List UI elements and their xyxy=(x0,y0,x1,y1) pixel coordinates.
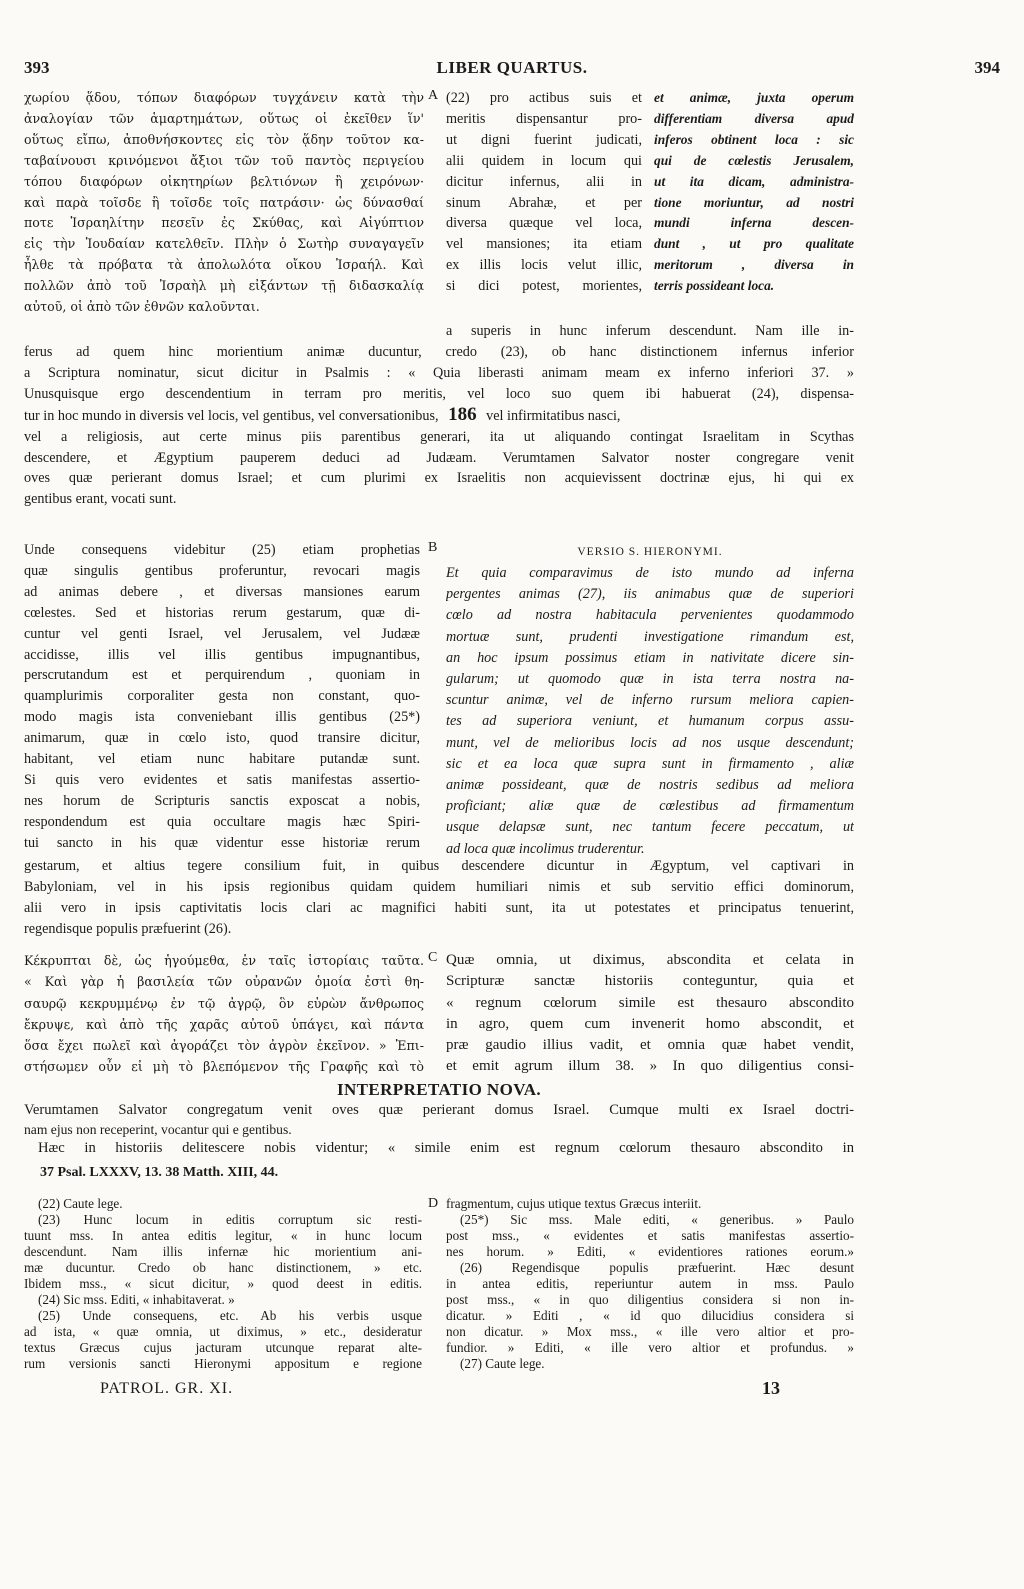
interpretatio-heading: INTERPRETATIO NOVA. xyxy=(336,1080,542,1099)
section-marker-a: A xyxy=(428,88,439,103)
jerome-column-a: et animæ, juxta operum differentiam diversa apud inferos obtinent loca : sic qui de cœlestis Jerusalem, ut ita dicam, administra- tione moriuntur, ad nostri mundi inferna descen- dunt , ut pro qualitate meritorum , diversa in terris possideant loca. xyxy=(654,90,854,294)
interpretatio-text: Verumtamen Salvator congregatum venit oves quæ perierant domus Israel. Cumque multi ex Israel doctri- nam ejus non receperint, vocantur qui e gentibus. Hæc in historiis delitescere nobis videntur; « simile enim est regnum cœlorum thesauro abscondito in xyxy=(24,1102,854,1156)
scripture-references: 37 Psal. LXXXV, 13. 38 Matth. XIII, 44. xyxy=(40,1165,279,1180)
versio-heading: VERSIO S. HIERONYMI. xyxy=(577,546,723,558)
left-page-number: 393 xyxy=(24,58,50,77)
marginal-page-number: 186 xyxy=(448,404,477,425)
latin-column-a: (22) pro actibus suis et meritis dispensantur pro- ut digni fuerint judicati, alii quidem in locum qui dicitur infernus, alii in sinum Abrahæ, et per diversa quæque vel loca, vel mansiones; ita etiam ex illis locis velut illic, si dici potest, morientes, xyxy=(446,90,642,295)
bridging-line: a superis in hunc inferum descendunt. Nam ille in- xyxy=(446,323,854,339)
latin-column-b: Unde consequens videbitur (25) etiam prophetias quæ singulis gentibus proferuntur, revocari magis ad animas debere , et diversas mansiones earum cœlestes. Sed et historias rerum gestarum, quæ di- cuntur vel genti Israel, vel Jerusalem, vel Judææ accidisse, illis vel illis gentibus impugnantibus, perscrutandum est et perquirendum , quoniam in quamplurimis corporaliter gesta non constant, quo- modo magis ista conveniebant illis gentibus (25*) animarum, quæ in cœlo isto, quod transire dicitur, habitant, vel etiam nunc habitare putandæ sunt. Si quis vero evidentes et satis manifestas assertio- nes horum de Scripturis sanctis exposcat a nobis, respondendum est quia occultare magis hæc Spiri- tui sancto in his quæ videntur esse historiæ rerum xyxy=(24,542,420,851)
greek-column-c: Κέκρυπται δὲ, ὡς ἡγούμεθα, ἐν ταῖς ἱστορίαις ταῦτα. « Καὶ γὰρ ἡ βασιλεία τῶν οὐρανῶν ὁμοία ἐστὶ θη- σαυρῷ κεκρυμμένῳ ἐν τῷ ἀγρῷ, ὃν εὑρὼν ἄνθρωπος ἔκρυψε, καὶ ἀπὸ τῆς χαρᾶς αὐτοῦ ὑπάγει, καὶ πάντα ὅσα ἔχει πωλεῖ καὶ ἀγοράζει τὸν ἀγρὸν ἐκεῖνον. » Ἐπι- στήσωμεν οὖν εἰ μὴ τὸ βλεπόμενον τῆς Γραφῆς καὶ τὸ xyxy=(24,953,424,1075)
book-title: LIBER QUARTUS. xyxy=(436,58,588,77)
latin-column-c: Quæ omnia, ut diximus, abscondita et celata in Scripturæ sanctæ historiis conteguntur, quia et « regnum cœlorum simile est thesauro abscondito in agro, quem cum invenerit homo abscondit, et præ gaudio illius vadit, et omnia quæ habet vendit, et emit agrum illum 38. » In quo diligentius consi- xyxy=(446,952,854,1075)
right-page-number: 394 xyxy=(974,58,1000,77)
footnotes-left: (22) Caute lege. (23) Hunc locum in editis corruptum sic resti- tuunt mss. In antea editis legitur, « in hunc locum descendunt. Nam illis infernæ hic morientium ani- mæ ducuntur. Credo ob hanc distinctionem, » etc. Ibidem mss., « sicut dicitur, » quod deest in editis. (24) Sic mss. Editi, « inhabitaverat. » (25) Unde consequens, etc. Ab his verbis usque ad ista, « quæ omnia, ut diximus, » etc., desideratur textus Græcus cujus jacturam utcunque reparat alte- rum versionis sancti Hieronymi appositum e regione xyxy=(24,1196,422,1371)
full-width-paragraph-a: ferus ad quem hinc morientium animæ ducuntur, credo (23), ob hanc distinctionem infernus inferior a Scriptura nominatur, sicut dicitur in Psalmis : « Quia liberasti animam meam ex inferno inferiori 37. » Unusquisque ergo descendentium in terram pro meritis, vel loco suo quem ibi habuerat (24), dispensa- tur in hoc mundo in diversis vel locis, vel gentibus, vel conversationibus, 186 vel infirmitatibus nasci, vel a religiosis, aut certe minus piis parentibus generari, ita ut aliquando contingat Israelitam in Scythas descendere, et Ægyptium pauperem deduci ad Judæam. Verumtamen Salvator noster congregare venit oves quæ perierant domus Israel; et cum plurimi ex Israelitis non acquievissent doctrinæ ejus, hi qui ex gentibus erant, vocati sunt. xyxy=(24,344,854,508)
jerome-column-b: Et quia comparavimus de isto mundo ad inferna pergentes animas (27), iis animabus quæ de superiori cœlo ad nostra habitacula pervenientes quodammodo mortuæ sunt, prudenti investigatione rimandum est, an hoc ipsum possimus etiam in nativitate dicere sin- gularum; ut quomodo quæ in ista terra nostra na- scuntur animæ, vel de inferno rursum meliora capien- tes ad superiora veniunt, et humanum corpus assu- munt, vel de melioribus locis ad nos usque descendunt; sic et ea loca quæ supra sunt in firmamento , aliæ animæ possideant, quæ de nostris sedibus ad meliora proficiant; aliæ quæ de cœlestibus ad firmamentum usque delapsæ sunt, nec tantum fecere peccatum, ut ad loca quæ incolimus truderentur. xyxy=(446,565,854,857)
footnotes-right: fragmentum, cujus utique textus Græcus interiit. (25*) Sic mss. Male editi, « generibus. » Paulo post mss., « evidentes et satis manifestas assertio- nes horum. » Editi, « evidentiores rationes eorum.» (26) Regendisque populis præfuerint. Hæc desunt in antea editis, reperiuntur autem in mss. Paulo post mss., « in quo diligentius considera si non in- dicatur. » Editi , « id quo dilucidius considera si non dicatur. » Mox mss., « ille vero altior et pro- fundior. » Editi, « ille vero altior et profundus. » (27) Caute lege. xyxy=(446,1196,854,1371)
footer-collection: PATROL. GR. XI. xyxy=(100,1380,234,1397)
greek-column-a: χωρίου ᾅδου, τόπων διαφόρων τυγχάνειν κατὰ τὴν ἀναλογίαν τῶν ἁμαρτημάτων, οὕτως οἱ ἐκεῖθεν ἵν' οὕτως εἴπω, ἀποθνήσκοντες εἰς τὸν ᾅδην τοῦτον κα- ταβαίνουσι κρινόμενοι ἄξιοι τῶν τοῦ παντὸς περιγείου τόπου διαφόρων οἰκητηρίων βελτιόνων ἢ χειρόνων· καὶ παρὰ τοῖσδε ἢ τοῖσδε τοῖς πατράσιν· ὡς δύνασθαί ποτε Ἰσραηλίτην πεσεῖν ἐς Σκύθας, καὶ Αἰγύπτιον εἰς τὴν Ἰουδαίαν κατελθεῖν. Πλὴν ὁ Σωτὴρ συναγαγεῖν ἦλθε τὰ πρόβατα τὰ ἀπολωλότα οἴκου Ἰσραήλ. Καὶ πολλῶν ἀπὸ τοῦ Ἰσραὴλ μὴ εἰξάντων τῇ διδασκαλίᾳ αὐτοῦ, οἱ ἀπὸ τῶν ἐθνῶν καλοῦνται. xyxy=(24,90,424,315)
section-marker-d: D xyxy=(428,1196,439,1211)
section-marker-c: C xyxy=(428,950,438,965)
running-header xyxy=(24,58,1000,82)
section-marker-b: B xyxy=(428,540,438,555)
footer-signature: 13 xyxy=(762,1378,780,1398)
full-width-paragraph-b: gestarum, et altius tegere consilium fuit, in quibus descendere dicuntur in Ægyptum, vel captivari in Babyloniam, vel in his ipsis regionibus quidam quidem humiliari nimis et sub servitio effici dominorum, alii vero in ipsis captivitatis locis clari ac magnifici habiti sunt, ita ut potestates et principatus tenuerint, regendisque populis præfuerint (26). xyxy=(24,858,854,937)
